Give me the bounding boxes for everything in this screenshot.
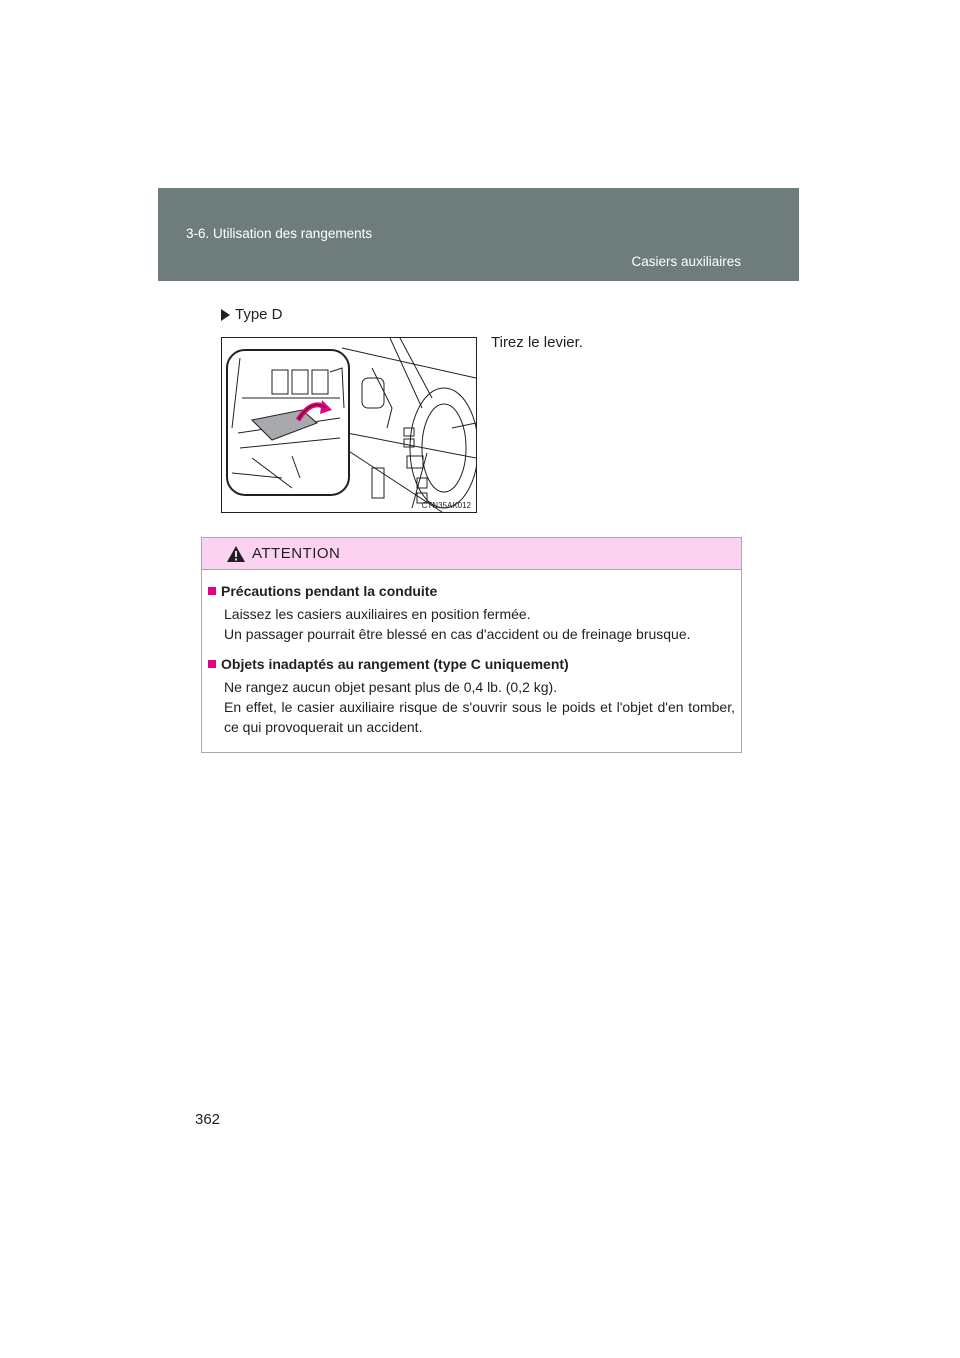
page-number: 362 (195, 1111, 221, 1128)
warning-heading-text: Objets inadaptés au rangement (type C uniquement) (221, 656, 569, 672)
warning-line: En effet, le casier auxiliaire risque de s'ouvrir sous le poids et l'objet d'en tomber, ce qui provoquerait un accident. (224, 699, 735, 735)
warning-line: Un passager pourrait être blessé en cas d'accident ou de freinage brusque. (224, 626, 691, 642)
triangle-right-icon (221, 309, 230, 321)
square-bullet-icon (208, 660, 216, 668)
subsection-title: Casiers auxiliaires (631, 254, 741, 269)
warning-item-text (208, 604, 735, 644)
illustration-code: CTN35AK012 (421, 501, 471, 510)
page-header (158, 188, 799, 281)
warning-item-text (208, 677, 735, 737)
warning-item-heading (208, 654, 735, 674)
type-label-text: Type D (235, 306, 283, 323)
warning-box (201, 537, 742, 753)
warning-heading-text: Précautions pendant la conduite (221, 583, 438, 599)
warning-title-bar (202, 538, 741, 570)
section-title: 3-6. Utilisation des rangements (186, 226, 373, 241)
warning-item-heading (208, 581, 735, 601)
type-label (221, 306, 283, 323)
warning-triangle-icon (226, 545, 246, 563)
warning-body (202, 570, 741, 737)
warning-line: Ne rangez aucun objet pesant plus de 0,4 lb. (0,2 kg). (224, 679, 558, 695)
dashboard-drawing (222, 338, 476, 512)
dashboard-illustration (221, 337, 477, 513)
square-bullet-icon (208, 587, 216, 595)
warning-line: Laissez les casiers auxiliaires en position fermée. (224, 606, 531, 622)
warning-title: ATTENTION (252, 545, 341, 562)
instruction-text: Tirez le levier. (491, 334, 583, 351)
